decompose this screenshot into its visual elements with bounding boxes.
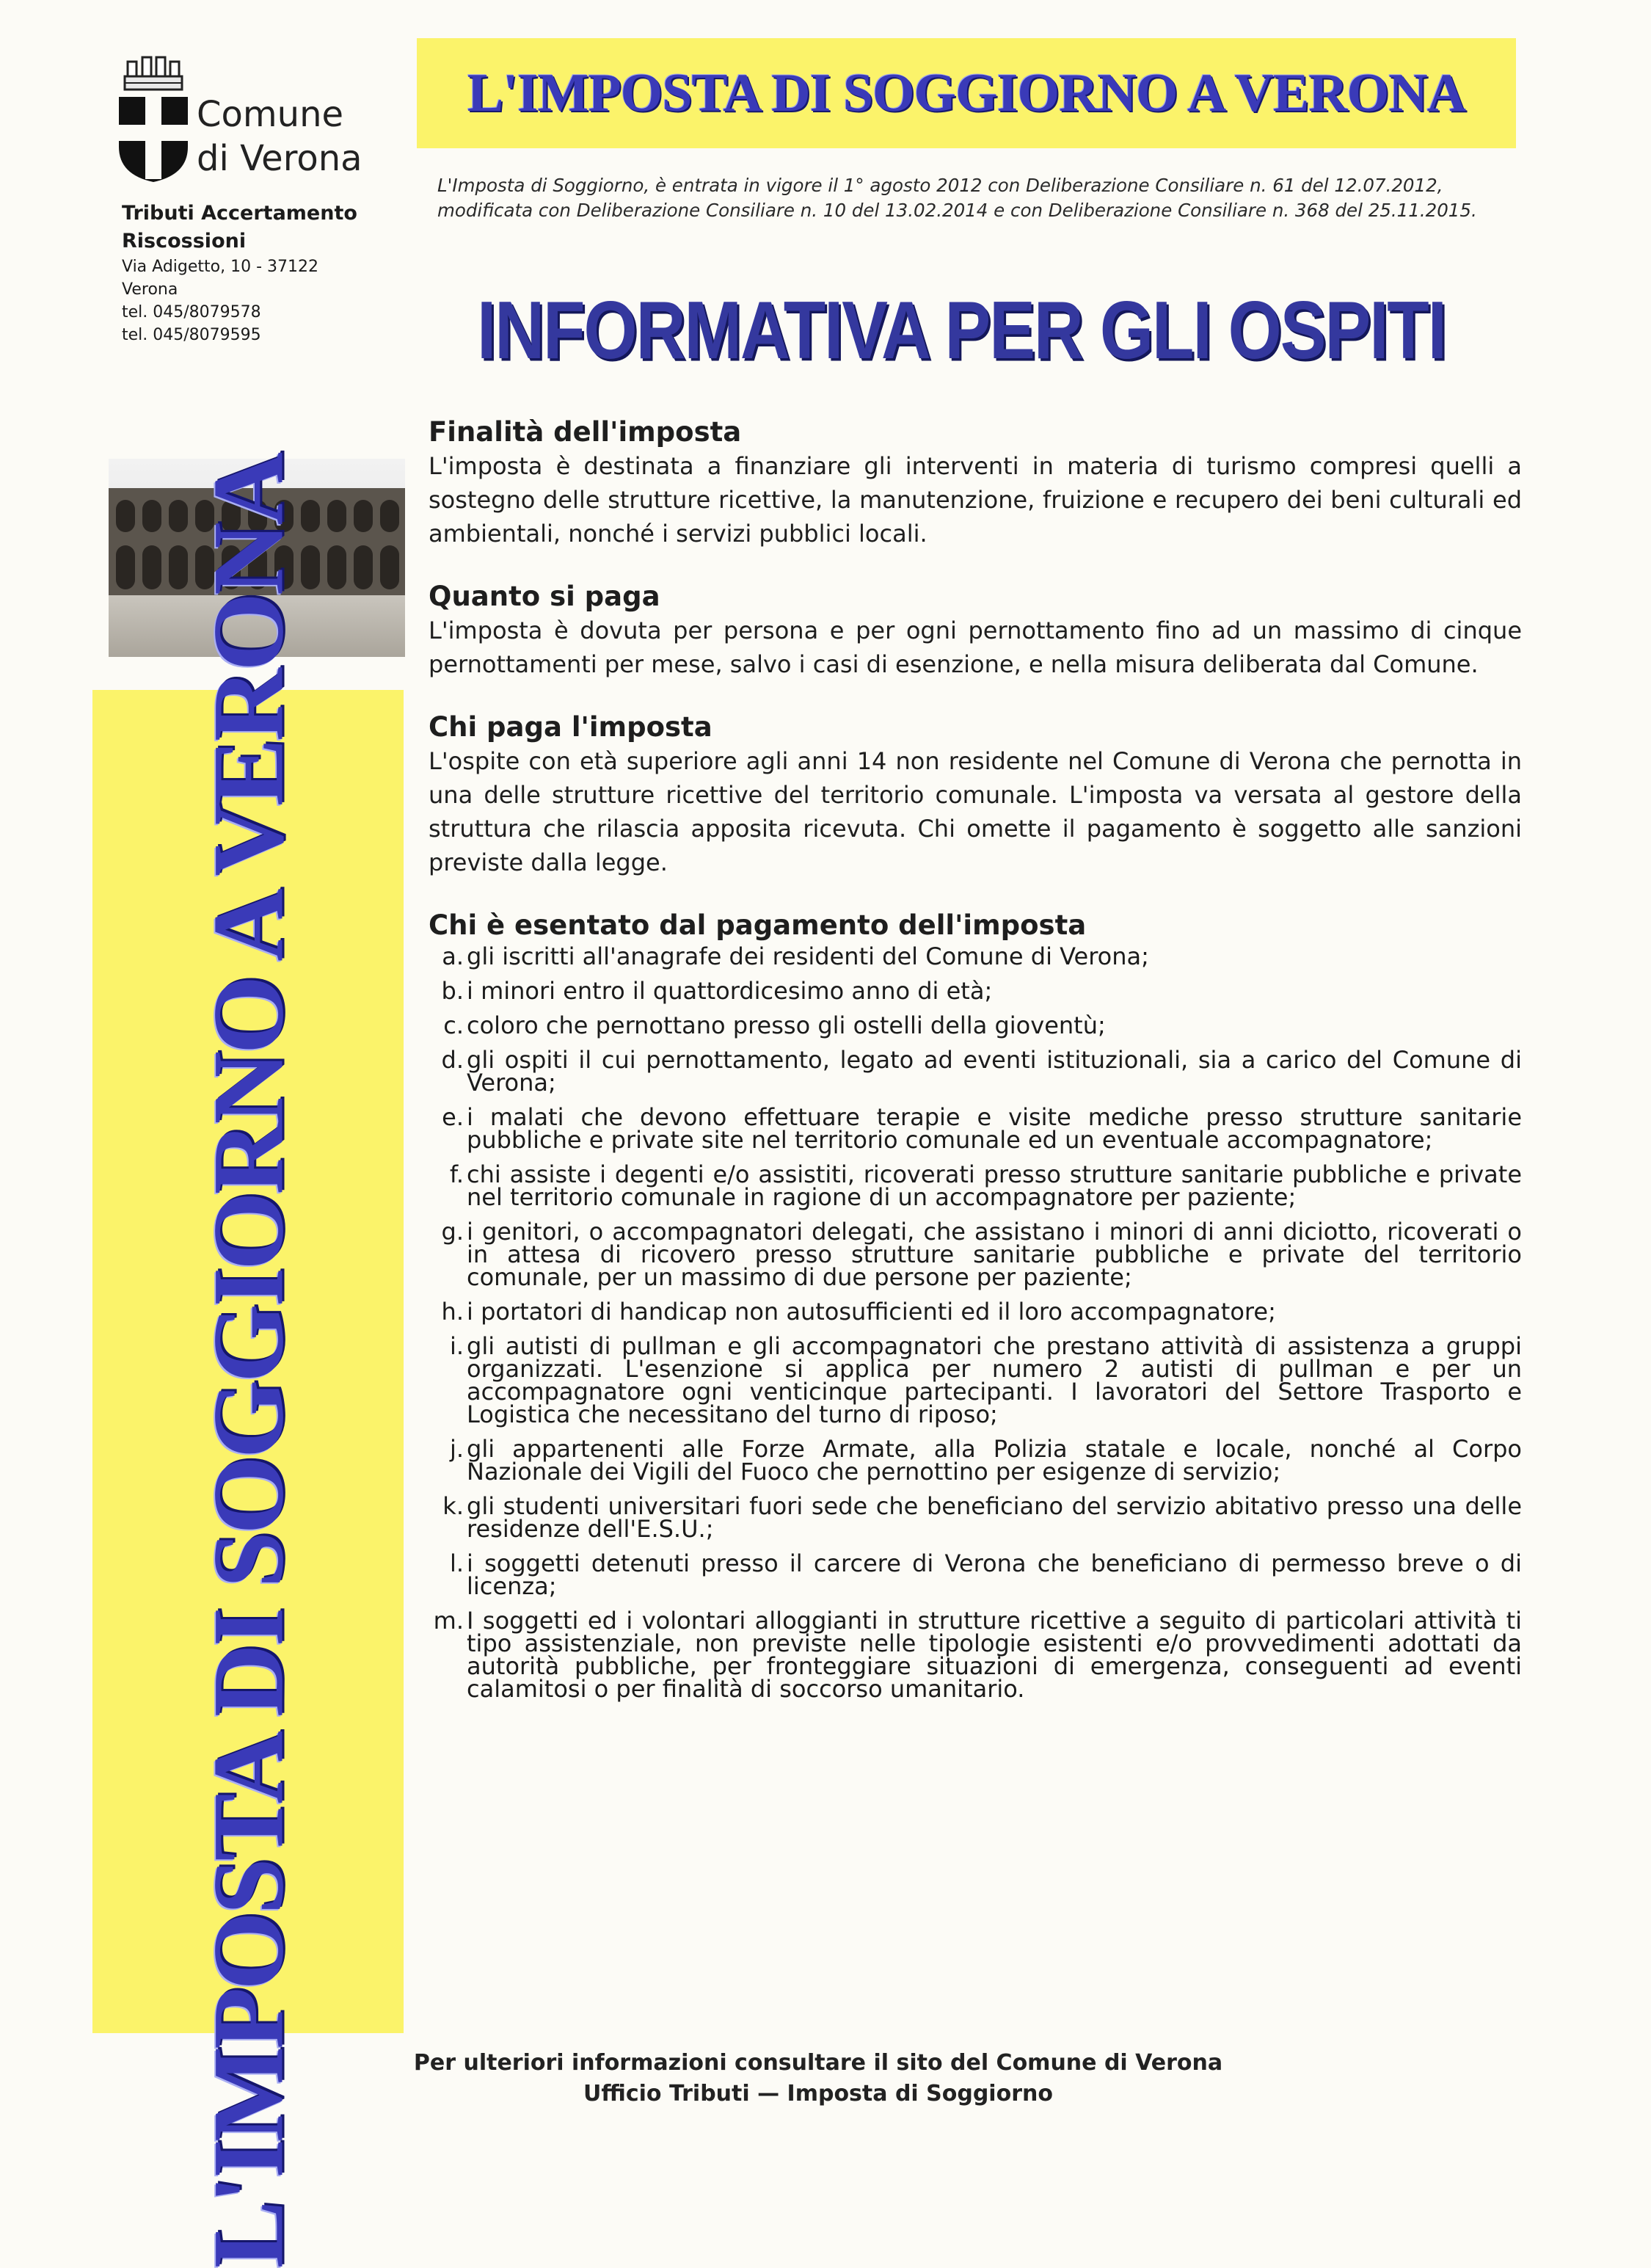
office-tel-2: tel. 045/8079595 xyxy=(122,326,261,344)
side-banner-title: L'IMPOSTA DI SOGGIORNO A VERONA xyxy=(192,454,305,2268)
list-item xyxy=(429,1492,1522,1543)
footer xyxy=(0,2048,1636,2109)
list-item-text: gli iscritti all'anagrafe dei residenti del Comune di Verona; xyxy=(467,942,1149,970)
list-item-mark: k. xyxy=(442,1492,464,1520)
main-title: INFORMATIVA PER GLI OSPITI xyxy=(477,284,1446,376)
list-item xyxy=(429,1046,1522,1097)
office-title-line2: Riscossioni xyxy=(122,230,247,252)
intro-text: L'Imposta di Soggiorno, è entrata in vigore il 1° agosto 2012 con Deliberazione Consiliare n. 61 del 12.07.2012, modificata con Deliberazione Consiliare n. 10 del 13.02.2014 e con Deliberazione Consiliare n. 368 del 25.11.2015. xyxy=(437,175,1477,221)
section-heading: Quanto si paga xyxy=(429,581,660,612)
section-body: L'imposta è dovuta per persona e per ogni pernottamento fino ad un massimo di cinque pernottamenti per mese, salvo i casi di esenzione, e nella misura deliberata dal Comune. xyxy=(429,617,1522,678)
footer-line-2: Ufficio Tributi — Imposta di Soggiorno xyxy=(583,2081,1053,2107)
list-item xyxy=(429,1435,1522,1486)
list-item xyxy=(429,1549,1522,1600)
section-heading: Finalità dell'imposta xyxy=(429,416,742,448)
list-item-mark: m. xyxy=(433,1607,464,1635)
list-item-text: coloro che pernottano presso gli ostelli della gioventù; xyxy=(467,1011,1106,1039)
list-item xyxy=(429,1298,1522,1326)
list-item xyxy=(429,1011,1522,1039)
comune-name-line2: di Verona xyxy=(197,138,362,179)
list-item-mark: c. xyxy=(443,1011,464,1039)
side-banner xyxy=(92,454,404,2268)
list-item xyxy=(429,977,1522,1005)
list-item xyxy=(429,1607,1522,1703)
list-item-text: gli studenti universitari fuori sede che beneficiano del servizio abitativo presso una delle residenze dell'E.S.U.; xyxy=(467,1492,1522,1543)
comune-name xyxy=(197,92,362,181)
list-item-mark: b. xyxy=(441,977,464,1005)
exemption-list xyxy=(429,942,1522,1703)
shield-cross-icon xyxy=(117,95,189,183)
footer-line-1: Per ulteriori informazioni consultare il sito del Comune di Verona xyxy=(413,2050,1223,2076)
office-city: Verona xyxy=(122,280,178,299)
list-item xyxy=(429,1218,1522,1291)
section-chi-paga xyxy=(429,710,1522,879)
list-item-text: gli ospiti il cui pernottamento, legato ad eventi istituzionali, sia a carico del Comune di Verona; xyxy=(467,1046,1522,1097)
office-tel-1: tel. 045/8079578 xyxy=(122,303,261,321)
list-item-text: chi assiste i degenti e/o assistiti, ricoverati presso strutture sanitarie pubbliche e private nel territorio comunale in ragione di un accompagnatore per paziente; xyxy=(467,1160,1522,1211)
list-item-text: i soggetti detenuti presso il carcere di Verona che beneficiano di permesso breve o di licenza; xyxy=(467,1549,1522,1600)
list-item-mark: j. xyxy=(449,1435,464,1463)
list-item-mark: e. xyxy=(442,1103,464,1131)
list-item-text: I soggetti ed i volontari alloggianti in strutture ricettive a seguito di particolari attività ti tipo assistenziale, non previste nelle tipologie esistenti e/o provvedimenti adottati da autorità pubbliche, per fronteggiare situazioni di emergenza, conseguenti ad eventi calamitosi o per finalità di soccorso umanitario. xyxy=(467,1607,1522,1703)
list-item-mark: d. xyxy=(441,1046,464,1074)
content xyxy=(429,415,1522,1730)
list-item-mark: l. xyxy=(449,1549,464,1577)
list-item xyxy=(429,942,1522,970)
list-item-text: i portatori di handicap non autosufficienti ed il loro accompagnatore; xyxy=(467,1298,1276,1326)
list-item-mark: h. xyxy=(441,1298,464,1326)
list-item-text: i malati che devono effettuare terapie e visite mediche presso strutture sanitarie pubbliche e private site nel territorio comunale ed un eventuale accompagnatore; xyxy=(467,1103,1522,1154)
office-title-line1: Tributi Accertamento xyxy=(122,202,357,225)
section-heading: Chi è esentato dal pagamento dell'imposta xyxy=(429,909,1087,941)
list-item-mark: g. xyxy=(441,1218,464,1246)
office-address: Via Adigetto, 10 - 37122 xyxy=(122,258,318,276)
list-item xyxy=(429,1332,1522,1428)
list-item-mark: a. xyxy=(442,942,464,970)
section-esenzioni xyxy=(429,909,1522,1701)
list-item xyxy=(429,1160,1522,1211)
list-item-text: gli autisti di pullman e gli accompagnatori che prestano attività di assistenza a gruppi organizzati. L'esenzione si applica per numero 2 autisti di pullman e per un accompagnatore ogni venticinque partecipanti. I lavoratori del Settore Trasporto e Logistica che necessitano del turno di riposo; xyxy=(467,1332,1522,1428)
list-item-mark: f. xyxy=(449,1160,464,1188)
top-banner xyxy=(417,38,1516,148)
top-banner-title: L'IMPOSTA DI SOGGIORNO A VERONA xyxy=(467,62,1466,123)
section-body: L'imposta è destinata a finanziare gli interventi in materia di turismo compresi quelli a sostegno delle strutture ricettive, la manutenzione, fruizione e recupero dei beni culturali ed ambientali, nonché i servizi pubblici locali. xyxy=(429,452,1522,548)
list-item-text: gli appartenenti alle Forze Armate, alla Polizia statale e locale, nonché al Corpo Nazionale dei Vigili del Fuoco che pernottino per esigenze di servizio; xyxy=(467,1435,1522,1486)
section-heading: Chi paga l'imposta xyxy=(429,711,712,743)
list-item xyxy=(429,1103,1522,1154)
section-quanto-si-paga xyxy=(429,580,1522,681)
list-item-mark: i. xyxy=(449,1332,464,1360)
section-body: L'ospite con età superiore agli anni 14 non residente nel Comune di Verona che pernotta in una delle strutture ricettive del territorio comunale. L'imposta va versata al gestore della struttura che rilascia apposita ricevuta. Chi omette il pagamento è soggetto alle sanzioni previste dalla legge. xyxy=(429,747,1522,876)
crown-icon xyxy=(120,51,186,92)
list-item-text: i genitori, o accompagnatori delegati, che assistano i minori di anni diciotto, ricoverati o in attesa di ricovero presso strutture sanitarie pubbliche e private del territorio comunale, per un massimo di due persone per paziente; xyxy=(467,1218,1522,1291)
list-item-text: i minori entro il quattordicesimo anno di età; xyxy=(467,977,993,1005)
comune-logo xyxy=(117,51,411,183)
section-finalita xyxy=(429,415,1522,550)
office-info xyxy=(122,200,415,346)
comune-name-line1: Comune xyxy=(197,94,344,135)
